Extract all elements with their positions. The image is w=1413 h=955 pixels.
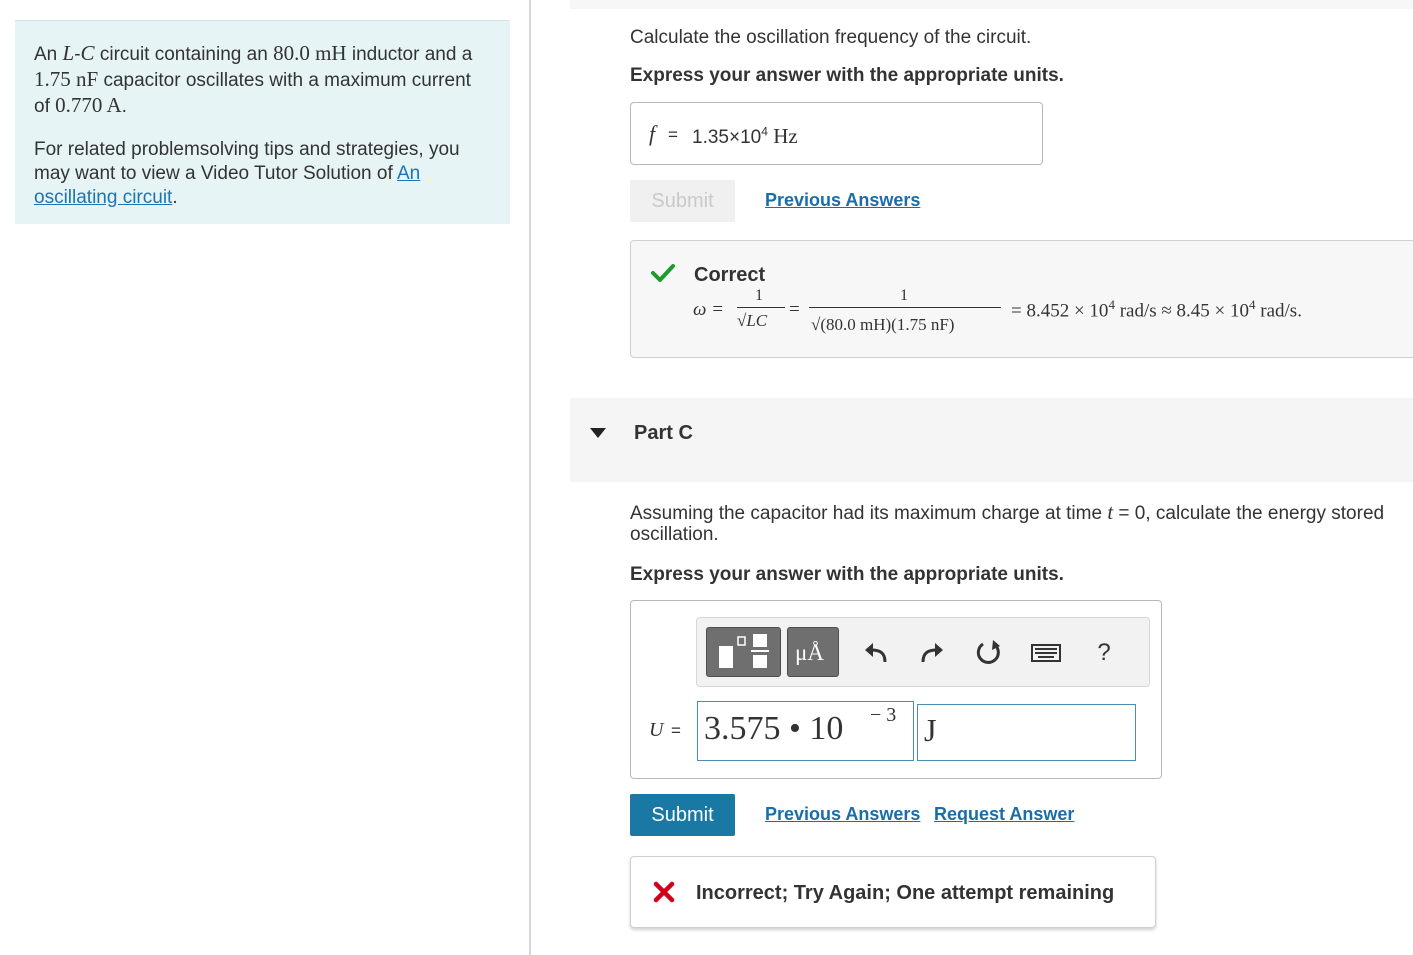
part-b-header-strip	[570, 0, 1413, 9]
part-c-feedback-incorrect	[630, 856, 1156, 928]
intro-text: .	[121, 96, 127, 117]
result-part-1: = 8.452 × 10	[1011, 300, 1109, 322]
result-exponent-1: 4	[1108, 297, 1115, 312]
symbol-L: L	[62, 41, 75, 65]
current-value: 0.770 A	[55, 93, 122, 117]
symbol-t: t	[1107, 500, 1114, 524]
intro-text: circuit containing an	[94, 44, 274, 65]
templates-button[interactable]	[706, 627, 781, 677]
answer-exponent: 4	[761, 124, 768, 139]
part-b-previous-answers-link[interactable]: Previous Answers	[765, 190, 921, 210]
part-b-submit-button[interactable]: Submit	[630, 180, 735, 222]
undo-icon[interactable]	[859, 636, 893, 670]
result-part-2: rad/s ≈ 8.45 × 10	[1114, 300, 1250, 322]
part-c-header[interactable]	[570, 398, 1413, 482]
keyboard-icon[interactable]	[1029, 636, 1063, 670]
fraction-1-bar	[737, 307, 785, 308]
equals-sign: =	[668, 125, 678, 144]
answer-mantissa: 1.35×10	[692, 127, 762, 148]
value-input[interactable]	[697, 701, 914, 761]
dash: -	[74, 44, 81, 65]
problem-intro-panel	[15, 20, 510, 224]
question-text: Assuming the capacitor had its maximum charge at time	[630, 503, 1108, 524]
redo-icon[interactable]	[915, 636, 949, 670]
incorrect-x-icon	[653, 881, 675, 908]
intro-text: capacitor oscillates with a maximum current of	[34, 70, 471, 117]
question-text: = 0, calculate the energy stored	[1113, 503, 1385, 524]
check-icon	[651, 263, 675, 288]
answer-unit: Hz	[773, 124, 798, 148]
fraction-1-numerator: 1	[755, 287, 763, 304]
capacitance-value: 1.75 nF	[34, 67, 99, 91]
omega-label: ω =	[693, 299, 724, 320]
units-icon: μÅ	[795, 640, 824, 665]
fraction-1-denominator: √LC	[737, 311, 768, 330]
part-c-label: Part C	[634, 422, 693, 444]
collapse-arrow-icon[interactable]	[590, 428, 606, 438]
part-c-question-line-2: oscillation.	[630, 524, 719, 545]
math-toolbar	[696, 617, 1150, 687]
video-tutor-link[interactable]: An oscillating circuit	[34, 163, 421, 208]
equals-sign: =	[671, 721, 681, 740]
answer-variable-f: f	[649, 121, 656, 146]
part-c-submit-button[interactable]: Submit	[630, 794, 735, 836]
fraction-2-numerator: 1	[900, 287, 908, 304]
part-b-feedback-correct	[630, 240, 1413, 358]
omega-result	[1011, 297, 1302, 322]
request-answer-link[interactable]: Request Answer	[934, 804, 1075, 824]
result-part-3: rad/s.	[1255, 300, 1302, 322]
tips-body: For related problemsolving tips and strategies, you may want to view a Video Tutor Solution of	[34, 139, 460, 184]
part-c-question	[630, 500, 1384, 525]
tips-end: .	[172, 187, 178, 208]
units-button[interactable]	[787, 627, 839, 677]
intro-text: inductor and a	[346, 44, 473, 65]
symbol-C: C	[80, 41, 95, 65]
value-text: 3.575 • 10	[704, 710, 844, 747]
part-c-previous-answers-link[interactable]: Previous Answers	[765, 804, 921, 824]
part-c-instruction: Express your answer with the appropriate units.	[630, 564, 1064, 585]
result-exponent-2: 4	[1249, 297, 1256, 312]
feedback-title: Correct	[694, 264, 766, 286]
fraction-equals: =	[789, 299, 800, 320]
inductance-value: 80.0 mH	[273, 41, 347, 65]
part-c-answer-box	[630, 600, 1162, 779]
templates-icon	[707, 628, 780, 676]
column-divider	[529, 0, 531, 955]
tips-text	[34, 138, 491, 210]
reset-icon[interactable]	[972, 636, 1006, 670]
problem-statement	[34, 41, 491, 119]
feedback-title: Incorrect; Try Again; One attempt remaining	[696, 882, 1115, 904]
part-b-instruction: Express your answer with the appropriate units.	[630, 65, 1064, 86]
fraction-2-bar	[809, 307, 1001, 308]
unit-text: J	[924, 712, 937, 748]
part-b-answer-value	[692, 124, 798, 149]
part-b-question: Calculate the oscillation frequency of the circuit.	[630, 27, 1032, 48]
answer-variable-U: U	[649, 719, 664, 741]
unit-input[interactable]	[917, 704, 1136, 761]
intro-text: An	[34, 44, 63, 65]
help-icon[interactable]: ?	[1097, 639, 1111, 666]
fraction-2-denominator: √(80.0 mH)(1.75 nF)	[811, 315, 955, 334]
value-exponent: − 3	[870, 704, 897, 726]
part-b-answer-box	[630, 102, 1043, 165]
